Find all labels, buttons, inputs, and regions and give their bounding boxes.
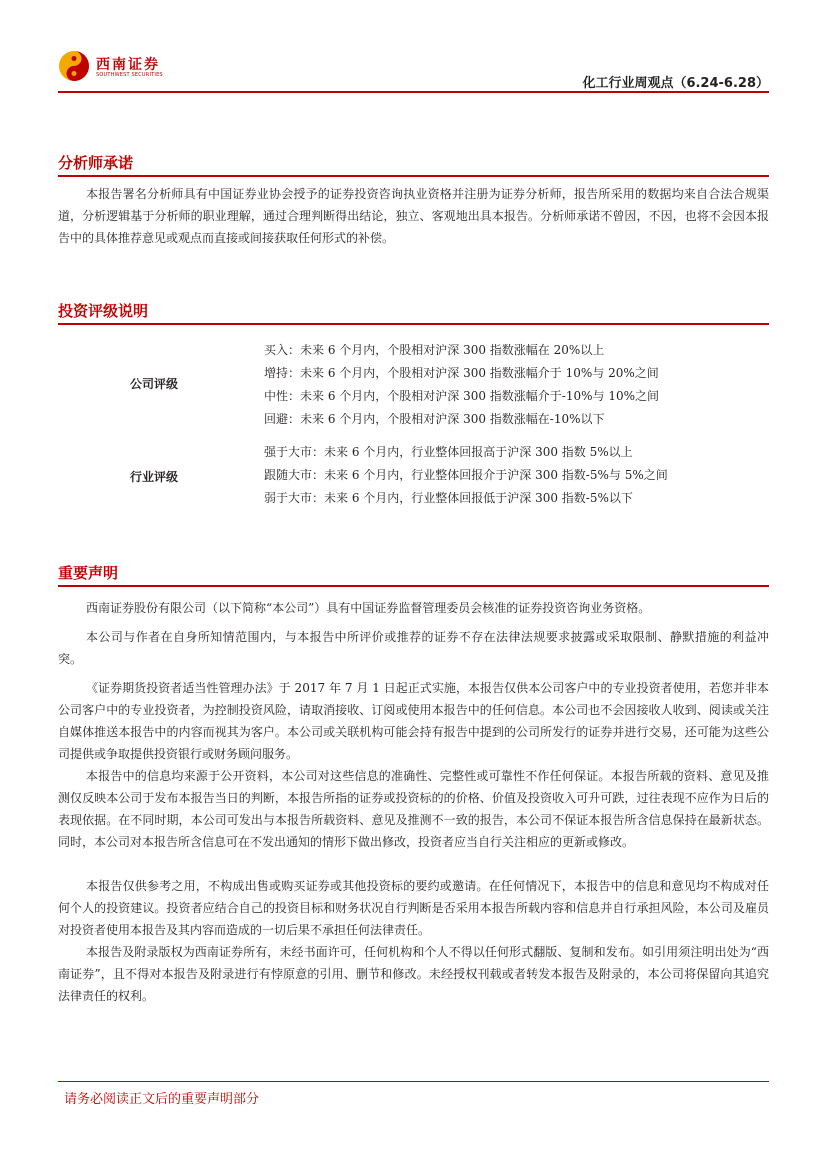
company-rating-item: 增持：未来 6 个月内，个股相对沪深 300 指数涨幅介于 10%与 20%之间: [264, 366, 659, 380]
footer-notice: 请务必阅读正文后的重要声明部分: [64, 1092, 260, 1107]
statement-paragraph: 本报告及附录版权为西南证券所有，未经书面许可，任何机构和个人不得以任何形式翻版、复制和发布。如引用须注明出处为“西南证券”，且不得对本报告及附录进行有悖原意的引用、删节和修改。未经授权刊载或者转发本报告及附录的，本公司将保留向其追究法律责任的权利。: [58, 945, 769, 1003]
company-rating-item: 中性：未来 6 个月内，个股相对沪深 300 指数涨幅介于-10%与 10%之间: [264, 389, 660, 403]
logo-chinese-name: 西南证券: [96, 57, 160, 73]
section-divider: [58, 585, 769, 587]
statement-paragraph: 本报告仅供参考之用，不构成出售或购买证券或其他投资标的要约或邀请。在任何情况下，本报告中的信息和意见均不构成对任何个人的投资建议。投资者应结合自己的投资目标和财务状况自行判断是否采用本报告所载内容和信息并自行承担风险，本公司及雇员对投资者使用本报告及其内容而造成的一切后果不承担任何法律责任。: [58, 879, 769, 937]
company-rating-item: 回避：未来 6 个月内，个股相对沪深 300 指数涨幅在-10%以下: [264, 412, 605, 426]
company-rating-item: 买入：未来 6 个月内，个股相对沪深 300 指数涨幅在 20%以上: [264, 343, 605, 357]
industry-rating-label: 行业评级: [130, 470, 179, 484]
report-title: 化工行业周观点（6.24-6.28）: [582, 76, 769, 91]
statement-paragraph: 西南证券股份有限公司（以下简称“本公司”）具有中国证券监督管理委员会核准的证券投资咨询业务资格。: [86, 601, 651, 615]
statement-paragraph: 本公司与作者在自身所知情范围内，与本报告中所评价或推荐的证券不存在法律法规要求披露或采取限制、静默措施的利益冲突。: [58, 630, 769, 666]
analyst-commitment-paragraph: 本报告署名分析师具有中国证券业协会授予的证券投资咨询执业资格并注册为证券分析师，报告所采用的数据均来自合法合规渠道，分析逻辑基于分析师的职业理解，通过合理判断得出结论，独立、客观地出具本报告。分析师承诺不曾因，不因，也将不会因本报告中的具体推荐意见或观点而直接或间接获取任何形式的补偿。: [58, 187, 769, 245]
logo-english-name: SOUTHWEST SECURITIES: [96, 72, 163, 78]
section-heading-rating-explanation: 投资评级说明: [58, 302, 149, 320]
section-heading-important-statement: 重要声明: [58, 564, 119, 582]
industry-rating-item: 强于大市：未来 6 个月内，行业整体回报高于沪深 300 指数 5%以上: [264, 445, 633, 459]
industry-rating-item: 跟随大市：未来 6 个月内，行业整体回报介于沪深 300 指数-5%与 5%之间: [264, 468, 668, 482]
company-rating-label: 公司评级: [130, 377, 179, 391]
section-divider: [58, 323, 769, 325]
section-heading-analyst-commitment: 分析师承诺: [58, 154, 134, 172]
statement-paragraph: 《证券期货投资者适当性管理办法》于 2017 年 7 月 1 日起正式实施，本报告仅供本公司客户中的专业投资者使用，若您并非本公司客户中的专业投资者，为控制投资风险，请取消接收、订阅或使用本报告中的任何信息。本公司也不会因接收人收到、阅读或关注自媒体推送本报告中的内容而视其为客户。本公司或关联机构可能会持有报告中提到的公司所发行的证券并进行交易，还可能为这些公司提供或争取提供投资银行或财务顾问服务。: [58, 681, 769, 761]
section-divider: [58, 175, 769, 177]
footer-divider: [58, 1081, 769, 1082]
logo-emblem-icon: [58, 50, 90, 82]
header-divider: [58, 91, 769, 93]
industry-rating-item: 弱于大市：未来 6 个月内，行业整体回报低于沪深 300 指数-5%以下: [264, 491, 633, 505]
company-logo: [58, 48, 178, 86]
statement-paragraph: 本报告中的信息均来源于公开资料，本公司对这些信息的准确性、完整性或可靠性不作任何保证。本报告所载的资料、意见及推测仅反映本公司于发布本报告当日的判断，本报告所指的证券或投资标的的价格、价值及投资收入可升可跌，过往表现不应作为日后的表现依据。在不同时期，本公司可发出与本报告所载资料、意见及推测不一致的报告，本公司不保证本报告所含信息保持在最新状态。同时，本公司对本报告所含信息可在不发出通知的情形下做出修改，投资者应当自行关注相应的更新或修改。: [58, 769, 769, 849]
